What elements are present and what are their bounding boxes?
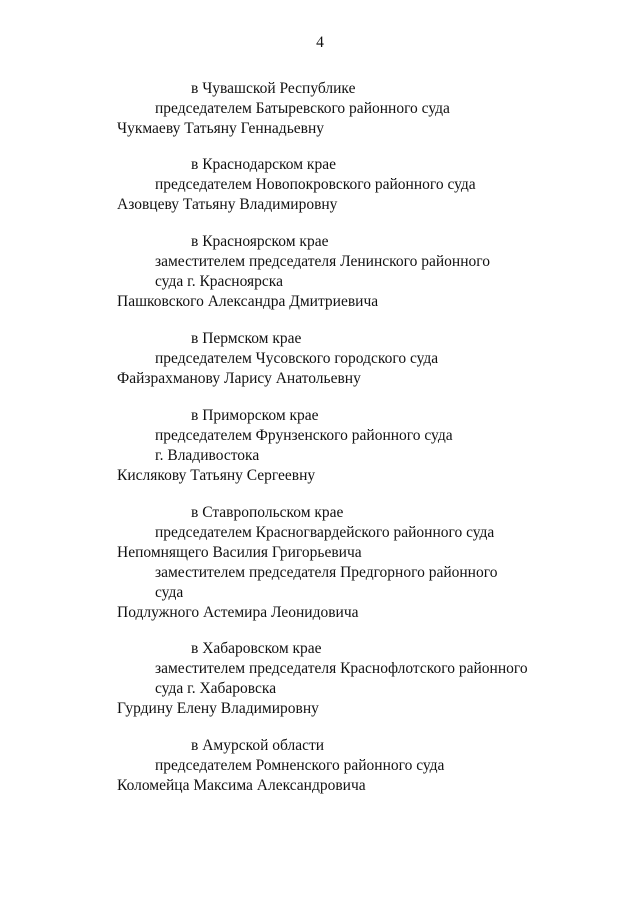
position-line: г. Владивостока	[155, 447, 260, 464]
position-line: заместителем председателя Краснофлотского районного	[155, 660, 528, 677]
position-line: суда	[155, 584, 184, 601]
position-line: председателем Фрунзенского районного суда	[155, 427, 453, 444]
position-line: председателем Новопокровского районного суда	[155, 176, 476, 193]
region-heading: в Хабаровском крае	[191, 640, 322, 657]
person-name: Подлужного Астемира Леонидовича	[117, 604, 359, 621]
region-heading: в Амурской области	[191, 737, 325, 754]
page-number: 4	[316, 34, 324, 51]
person-name: Чукмаеву Татьяну Геннадьевну	[117, 120, 325, 137]
region-heading: в Красноярском крае	[191, 233, 329, 250]
position-line: председателем Чусовского городского суда	[155, 350, 439, 367]
region-heading: в Чувашской Республике	[191, 80, 356, 97]
position-line: заместителем председателя Ленинского районного	[155, 253, 490, 270]
region-heading: в Краснодарском крае	[191, 156, 336, 173]
person-name: Пашковского Александра Дмитриевича	[117, 293, 379, 310]
person-name: Файзрахманову Ларису Анатольевну	[117, 370, 361, 387]
person-name: Кислякову Татьяну Сергеевну	[117, 467, 316, 484]
position-line: председателем Красногвардейского районного суда	[155, 524, 495, 541]
position-line: председателем Батыревского районного суда	[155, 100, 450, 117]
position-line: председателем Ромненского районного суда	[155, 757, 445, 774]
region-heading: в Приморском крае	[191, 407, 319, 424]
person-name: Гурдину Елену Владимировну	[117, 700, 319, 717]
region-heading: в Пермском крае	[191, 330, 302, 347]
position-line: суда г. Хабаровска	[155, 680, 277, 697]
position-line: заместителем председателя Предгорного районного	[155, 564, 498, 581]
person-name: Коломейца Максима Александровича	[117, 777, 366, 794]
person-name: Азовцеву Татьяну Владимировну	[117, 196, 338, 213]
region-heading: в Ставропольском крае	[191, 504, 344, 521]
person-name: Непомнящего Василия Григорьевича	[117, 544, 362, 561]
position-line: суда г. Красноярска	[155, 273, 283, 290]
